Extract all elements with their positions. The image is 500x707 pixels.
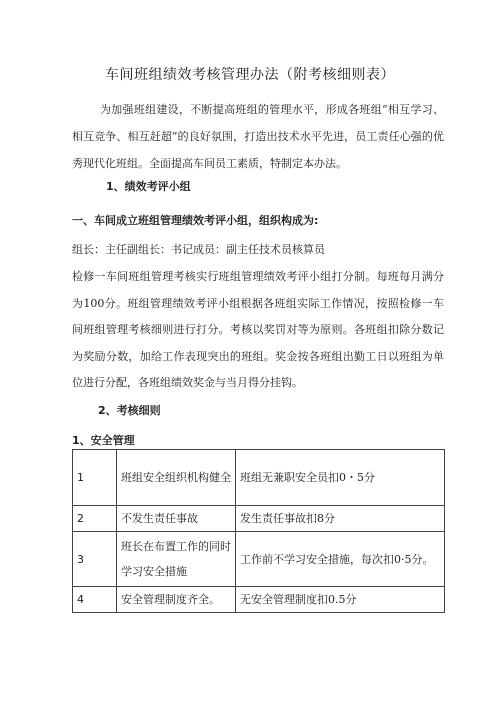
intro-paragraph: 为加强班组建设，不断提高班组的管理水平，形成各班组“相互学习、相互竞争、相互赶超”的良好氛围，打造出技术水平先进，员工责任心强的优秀现代化班组。全面提高车间员工素质，特制定本办法。 [72, 103, 444, 170]
row-number: 4 [73, 587, 117, 613]
section-1-heading: 1、绩效考评小组 [106, 180, 191, 193]
group-members-line: 组长：主任副组长：书记成员：副主任技术员核算员 [72, 243, 325, 256]
table-row [73, 506, 445, 532]
assessment-item: 班组安全组织机构健全 [117, 450, 236, 506]
assessment-rule: 班组无兼职安全员扣0・5分 [236, 450, 445, 506]
safety-management-heading: 1、安全管理 [72, 434, 135, 447]
scoring-paragraph: 检修一车间班组管理考核实行班组管理绩效考评小组打分制。每班每月满分为100分。班组管理绩效考评小组根据各班组实际工作情况，按照检修一车间班组管理考核细则进行打分。考核以奖罚对等为原则。各班组扣除分数记为奖励分数，加给工作表现突出的班组。奖金按各班组出勤工日以班组为单位进行分配，各班组绩效奖金与当月得分挂钩。 [72, 270, 444, 389]
assessment-table [72, 449, 445, 613]
assessment-item: 班长在布置工作的同时学习安全措施 [117, 532, 236, 587]
page-title: 车间班组绩效考核管理办法（附考核细则表） [105, 67, 395, 83]
assessment-rule: 发生责任事故扣8分 [236, 506, 445, 532]
assessment-rule: 无安全管理制度扣0.5分 [236, 587, 445, 613]
table-row [73, 532, 445, 587]
row-number: 1 [73, 450, 117, 506]
assessment-rule: 工作前不学习安全措施，每次扣0·5分。 [236, 532, 445, 587]
table-row [73, 450, 445, 506]
table-row [73, 587, 445, 613]
section-1-sub-heading: 一、车间成立班组管理绩效考评小组，组织构成为: [72, 214, 319, 227]
row-number: 2 [73, 506, 117, 532]
section-2-heading: 2、考核细则 [98, 404, 161, 417]
assessment-item: 不发生责任事故 [117, 506, 236, 532]
row-number: 3 [73, 532, 117, 587]
assessment-item: 安全管理制度齐全。 [117, 587, 236, 613]
